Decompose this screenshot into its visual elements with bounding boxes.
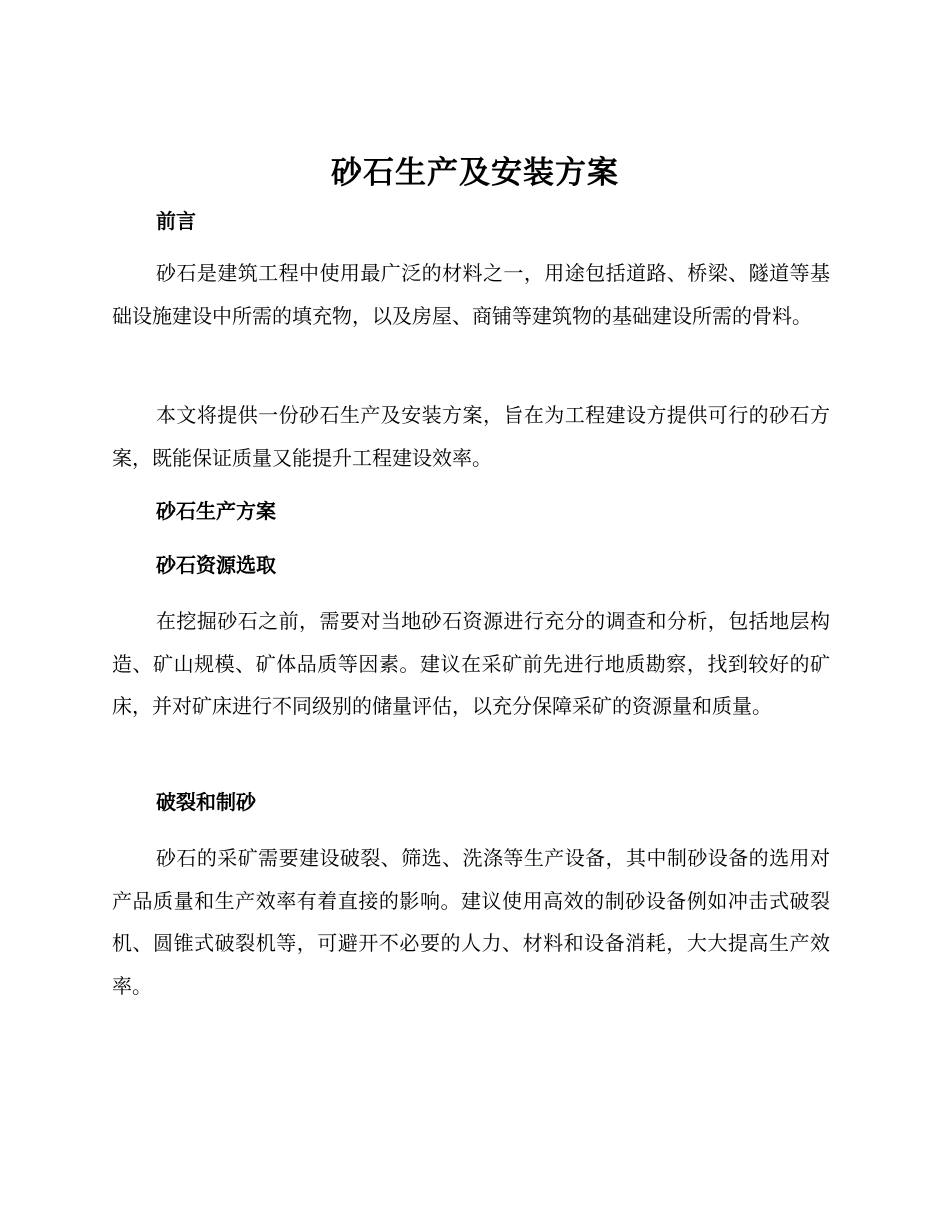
document-title: 砂石生产及安装方案 [331,155,619,191]
section-heading-crushing: 破裂和制砂 [156,790,256,814]
paragraph-foreword-2: 本文将提供一份砂石生产及安装方案，旨在为工程建设方提供可行的砂石方案，既能保证质量又能提升工程建设效率。 [112,403,830,470]
section-heading-production: 砂石生产方案 [156,499,276,523]
section-heading-foreword: 前言 [156,209,196,233]
paragraph-resource-1: 在挖掘砂石之前，需要对当地砂石资源进行充分的调查和分析，包括地层构造、矿山规模、矿体品质等因素。建议在采矿前先进行地质勘察，找到较好的矿床，并对矿床进行不同级别的储量评估，以充分保障采矿的资源量和质量。 [112,609,830,718]
paragraph-crushing-1: 砂石的采矿需要建设破裂、筛选、洗涤等生产设备，其中制砂设备的选用对产品质量和生产效率有着直接的影响。建议使用高效的制砂设备例如冲击式破裂机、圆锥式破裂机等，可避开不必要的人力、材料和设备消耗，大大提高生产效率。 [112,846,830,998]
section-heading-resource: 砂石资源选取 [156,553,276,577]
paragraph-foreword-1: 砂石是建筑工程中使用最广泛的材料之一，用途包括道路、桥梁、隧道等基础设施建设中所需的填充物，以及房屋、商铺等建筑物的基础建设所需的骨料。 [112,261,830,328]
